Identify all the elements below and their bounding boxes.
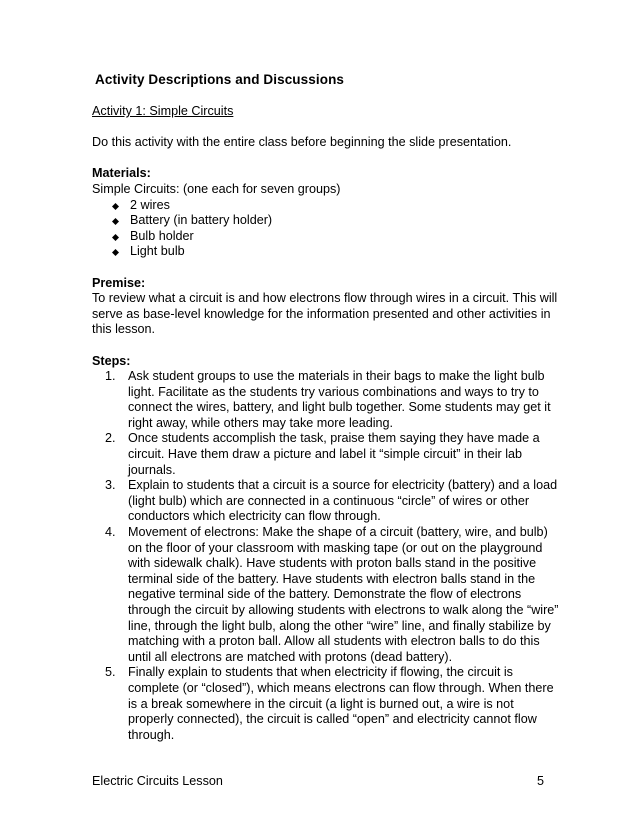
list-item (92, 478, 560, 525)
diamond-bullet-icon (112, 249, 119, 256)
diamond-bullet-icon (112, 234, 119, 241)
material-item-label: Bulb holder (130, 228, 194, 243)
list-item (92, 229, 560, 245)
list-item (92, 665, 560, 743)
step-number: 5. (105, 665, 116, 680)
activity-title: Activity 1: Simple Circuits (92, 104, 234, 118)
page-title: Activity Descriptions and Discussions (95, 72, 345, 87)
step-number: 3. (105, 478, 116, 493)
list-item (92, 431, 560, 478)
intro-paragraph: Do this activity with the entire class before beginning the slide presentation. (92, 135, 512, 150)
materials-heading: Materials: (92, 166, 151, 181)
steps-heading: Steps: (92, 353, 131, 368)
step-number: 4. (105, 525, 116, 540)
step-text: Explain to students that a circuit is a source for electricity (battery) and a load (light bulb) which are connected in a continuous “circle” of wires or other conductors which electricity can flow through. (128, 478, 558, 524)
materials-intro: Simple Circuits: (one each for seven groups) (92, 181, 341, 196)
footer-title: Electric Circuits Lesson (92, 774, 223, 788)
list-item (92, 198, 560, 214)
material-item-label: 2 wires (130, 197, 170, 212)
step-text: Finally explain to students that when electricity if flowing, the circuit is complete (or “closed”), which means electrons can flow through. When there is a break somewhere in the circuit (a light is burned out, a wire is not properly connected), the circuit is called “open” and electricity cannot flow through. (128, 665, 554, 742)
diamond-bullet-icon (112, 218, 119, 225)
materials-list (92, 198, 560, 260)
diamond-bullet-icon (112, 203, 119, 210)
list-item (92, 244, 560, 260)
premise-paragraph: To review what a circuit is and how electrons flow through wires in a circuit. This will serve as base-level knowledge for the information presented and other activities in this lesson. (92, 291, 558, 337)
step-number: 2. (105, 431, 116, 446)
premise-heading: Premise: (92, 275, 146, 290)
material-item-label: Battery (in battery holder) (130, 213, 273, 228)
step-text: Ask student groups to use the materials in their bags to make the light bulb light. Facilitate as the students try various combinations and ways to try to connect the wires, battery, and light bulb together. Some students may get it right away, while others may take more leading. (128, 369, 551, 430)
step-number: 1. (105, 369, 116, 384)
page-number: 5 (537, 774, 545, 788)
list-item (92, 525, 560, 665)
page-content (92, 104, 560, 743)
list-item (92, 369, 560, 431)
steps-list (92, 369, 560, 743)
step-text: Movement of electrons: Make the shape of a circuit (battery, wire, and bulb) on the floor of your classroom with masking tape (or out on the playground with sidewalk chalk). Have students with proton balls stand in the positive terminal side of the battery. Have students with electron balls stand in the negative terminal side of the battery. Demonstrate the flow of electrons through the circuit by allowing students with electrons to walk along the “wire” line, through the light bulb, along the other “wire” line, and finally stabilize by matching with a proton ball. Allow all students with electron balls to do this until all electrons are matched with protons (dead battery). (128, 525, 559, 664)
step-text: Once students accomplish the task, praise them saying they have made a circuit. Have them draw a picture and label it “simple circuit” in their lab journals. (128, 431, 540, 477)
material-item-label: Light bulb (130, 244, 185, 259)
list-item (92, 213, 560, 229)
